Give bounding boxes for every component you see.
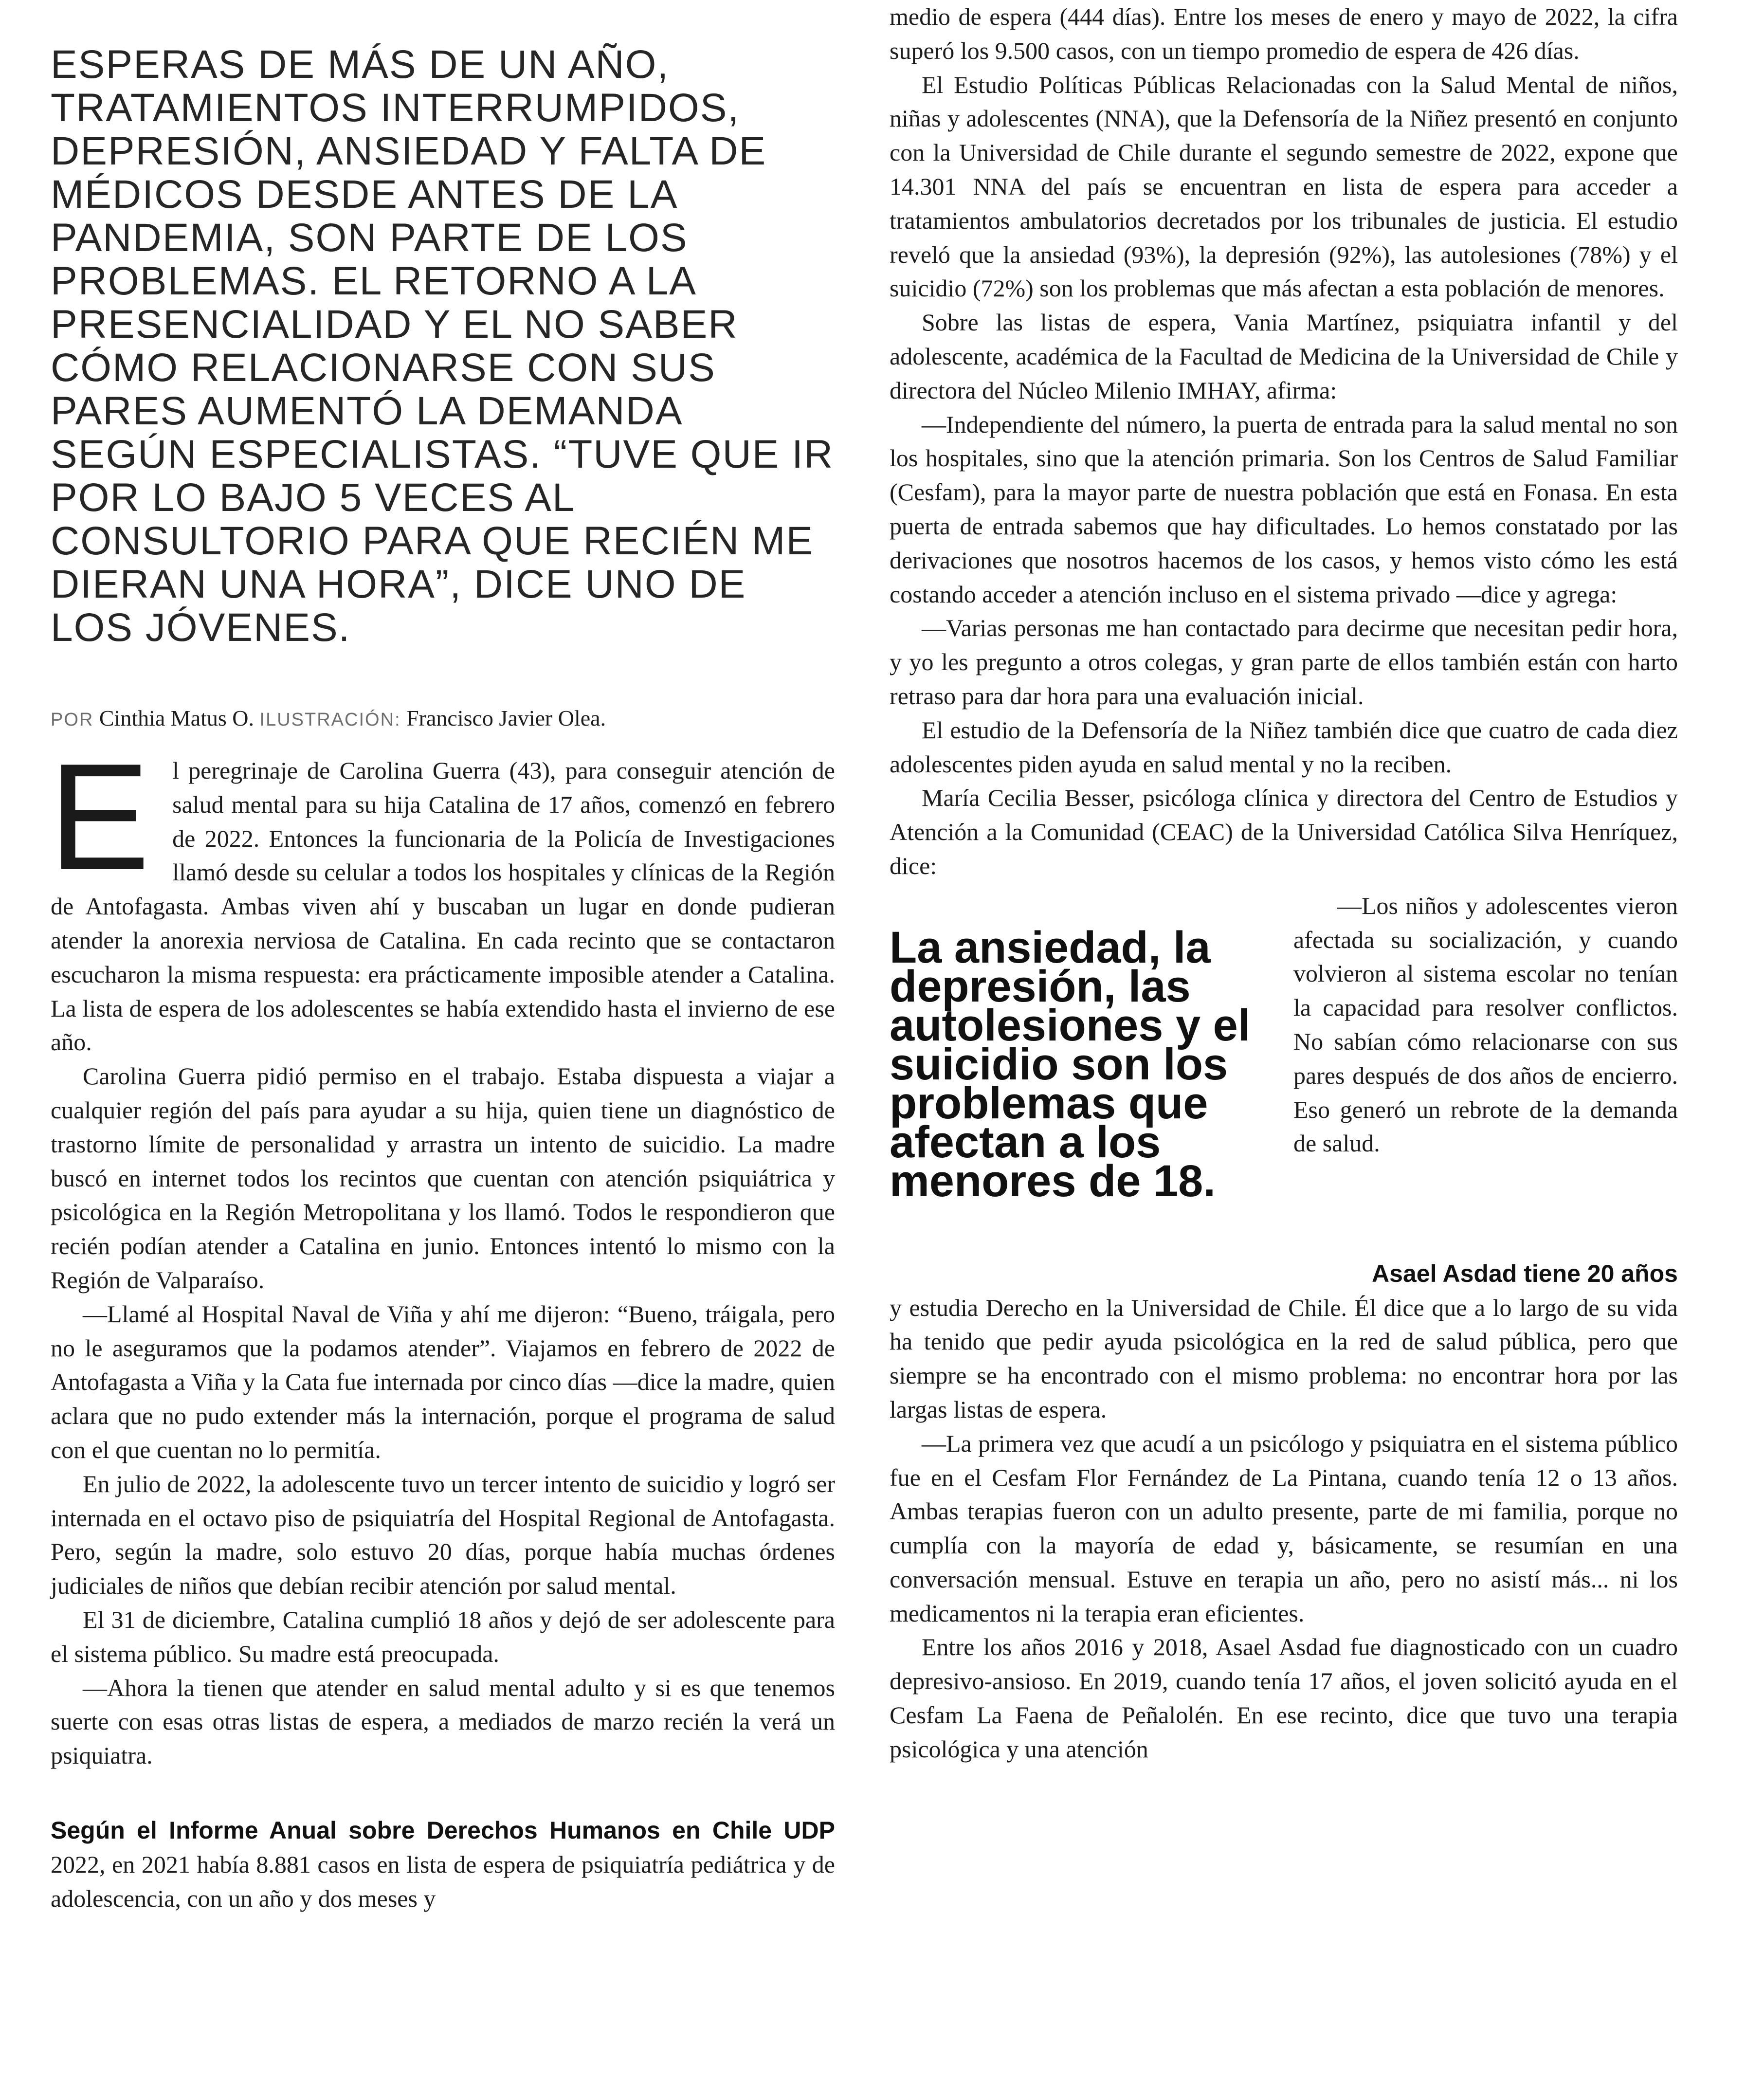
byline-illustration-label: ILUSTRACIÓN: [259, 710, 401, 730]
byline-author: Cinthia Matus O. [99, 706, 255, 730]
body-paragraph: Carolina Guerra pidió permiso en el trabajo. Estaba dispuesta a viajar a cualquier región del país para ayudar a su hija, quien tiene un diagnóstico de trastorno límite de personalidad y arrastra un intento de suicidio. La madre buscó en internet todos los recintos que cuentan con atención psiquiátrica y psicológica en la Región Metropolitana y los llamó. Todos le respondieron que recién podían atender a Catalina en junio. Entonces intentó lo mismo con la Región de Valparaíso. [51, 1062, 835, 1294]
body-paragraph: —Los niños y adolescentes vieron afectada su socialización, y cuando volvieron al sistema escolar no tenían la capacidad para resolver conflictos. No sabían cómo relacionarse con sus pares después de dos años de encierro. Eso generó un rebrote de la demanda de salud. [1293, 892, 1678, 1157]
body-paragraph: El 31 de diciembre, Catalina cumplió 18 años y dejó de ser adolescente para el sistema público. Su madre está preocupada. [51, 1605, 835, 1667]
left-column [51, 0, 835, 1915]
body-paragraph: Entre los años 2016 y 2018, Asael Asdad fue diagnosticado con un cuadro depresivo-ansioso. En 2019, cuando tenía 17 años, el joven solicitó ayuda en el Cesfam La Faena de Peñalolén. En ese recinto, dice que tuvo una terapia psicológica y una atención [890, 1633, 1678, 1763]
body-paragraph: y estudia Derecho en la Universidad de Chile. Él dice que a lo largo de su vida ha tenido que pedir ayuda psicológica en la red de salud pública, pero que siempre se ha encontrado con el mismo problema: no encontrar hora por las largas listas de espera. [890, 1294, 1678, 1423]
byline-author-label: POR [51, 710, 94, 730]
pull-quote-block [890, 889, 1678, 1249]
body-paragraph: —Independiente del número, la puerta de entrada para la salud mental no son los hospitales, sino que la atención primaria. Son los Centros de Salud Familiar (Cesfam), para la mayor parte de nuestra población que está en Fonasa. En esta puerta de entrada sabemos que hay dificultades. Lo hemos constatado por las derivaciones que nosotros hacemos de los casos, y hemos visto cómo les está costando acceder a atención incluso en el sistema privado —dice y agrega: [890, 410, 1678, 608]
section-paragraph-text: 2022, en 2021 había 8.881 casos en lista de espera de psiquiatría pediátrica y de adolescencia, con un año y dos meses y [51, 1850, 835, 1912]
quote-side-text [1293, 889, 1678, 1161]
drop-cap: E [49, 732, 150, 902]
body-paragraph: El Estudio Políticas Públicas Relacionadas con la Salud Mental de niños, niñas y adolescentes (NNA), que la Defensoría de la Niñez presentó en conjunto con la Universidad de Chile durante el segundo semestre de 2022, expone que 14.301 NNA del país se encuentran en lista de espera para acceder a tratamientos ambulatorios decretados por los tribunales de justicia. El estudio reveló que la ansiedad (93%), la depresión (92%), las autolesiones (78%) y el suicidio (72%) son los problemas que más afectan a esta población de menores. [890, 71, 1678, 302]
body-paragraph: —Ahora la tienen que atender en salud mental adulto y si es que tenemos suerte con esas otras listas de espera, a mediados de marzo recién la verá un psiquiatra. [51, 1674, 835, 1769]
body-paragraph: Sobre las listas de espera, Vania Martínez, psiquiatra infantil y del adolescente, académica de la Facultad de Medicina de la Universidad de Chile y directora del Núcleo Milenio IMHAY, afirma: [890, 309, 1678, 404]
body-paragraph: María Cecilia Besser, psicóloga clínica y directora del Centro de Estudios y Atención a la Comunidad (CEAC) de la Universidad Católica Silva Henríquez, dice: [890, 784, 1678, 879]
section-subhead: Asael Asdad tiene 20 años [1372, 1259, 1678, 1287]
first-paragraph [49, 732, 835, 1059]
body-paragraph: —Varias personas me han contactado para decirme que necesitan pedir hora, y yo les pregunto a otros colegas, y gran parte de ellos también están con harto retraso para dar hora para una evaluación inicial. [890, 614, 1678, 710]
pull-quote: La ansiedad, la depresión, las autolesiones y el suicidio son los problemas que afectan a los menores de 18. [890, 922, 1251, 1206]
section-paragraph [51, 1814, 835, 1915]
byline [51, 704, 835, 734]
body-paragraph: El estudio de la Defensoría de la Niñez también dice que cuatro de cada diez adolescentes piden ayuda en salud mental y no la reciben. [890, 716, 1678, 778]
section-subhead: Según el Informe Anual sobre Derechos Humanos en Chile UDP [51, 1816, 835, 1844]
body-paragraph: medio de espera (444 días). Entre los meses de enero y mayo de 2022, la cifra superó los 9.500 casos, con un tiempo promedio de espera de 426 días. [890, 3, 1678, 64]
body-paragraph: —Llamé al Hospital Naval de Viña y ahí me dijeron: “Bueno, tráigala, pero no le aseguramos que la podamos atender”. Viajamos en febrero de 2022 de Antofagasta a Viña y la Cata fue internada por cinco días —dice la madre, quien aclara que no pudo extender más la internación, porque el programa de salud con el que cuentan no lo permitía. [51, 1300, 835, 1463]
body-paragraph: —La primera vez que acudí a un psicólogo y psiquiatra en el sistema público fue en el Cesfam Flor Fernández de La Pintana, cuando tenía 12 o 13 años. Ambas terapias fueron con un adulto presente, parte de mi familia, porque no cumplía con la mayoría de edad y, básicamente, se resumían en una conversación mensual. Estuve en terapia un año, pero no asistí más... ni los medicamentos ni la terapia eran eficientes. [890, 1429, 1678, 1627]
body-paragraph: En julio de 2022, la adolescente tuvo un tercer intento de suicidio y logró ser internada en el octavo piso de psiquiatría del Hospital Regional de Antofagasta. Pero, según la madre, solo estuvo 20 días, porque había muchas órdenes judiciales de niños que debían recibir atención por salud mental. [51, 1470, 835, 1600]
body-paragraph: l peregrinaje de Carolina Guerra (43), para conseguir atención de salud mental para su hija Catalina de 17 años, comenzó en febrero de 2022. Entonces la funcionaria de la Policía de Investigaciones llamó desde su celular a todos los hospitales y clínicas de la Región de Antofagasta. Ambas viven ahí y buscaban un lugar en donde pudieran atender la anorexia nerviosa de Catalina. En cada recinto que se contactaron escucharon la misma respuesta: era prácticamente imposible atender a Catalina. La lista de espera de los adolescentes se había extendido hasta el invierno de ese año. [51, 757, 835, 1056]
byline-illustrator: Francisco Javier Olea. [406, 706, 606, 730]
article-deck: ESPERAS DE MÁS DE UN AÑO, TRATAMIENTOS INTERRUMPIDOS, DEPRESIÓN, ANSIEDAD Y FALTA DE MÉDICOS DESDE ANTES DE LA PANDEMIA, SON PARTE DE LOS PROBLEMAS. EL RETORNO A LA PRESENCIALIDAD Y EL NO SABER CÓMO RELACIONARSE CON SUS PARES AUMENTÓ LA DEMANDA SEGÚN ESPECIALISTAS. “TUVE QUE IR POR LO BAJO 5 VECES AL CONSULTORIO PARA QUE RECIÉN ME DIERAN UNA HORA”, DICE UNO DE LOS JÓVENES. [51, 42, 834, 650]
right-column [890, 0, 1678, 1767]
